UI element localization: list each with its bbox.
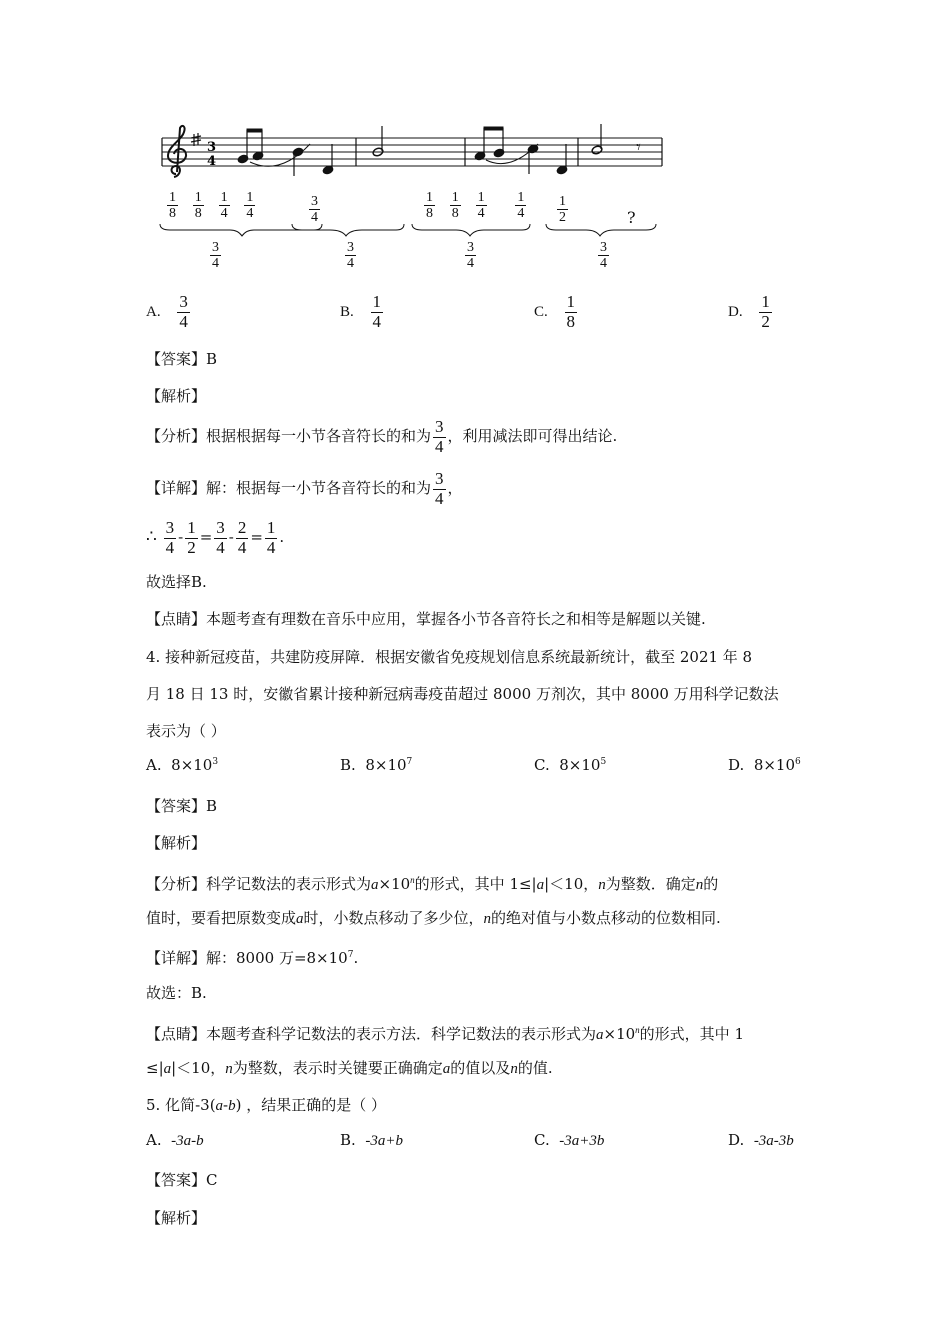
eighth-rest-icon: 𝄾 [636, 137, 641, 158]
fraction: $\frac{3}{4}$ [212, 240, 219, 272]
fraction: $\frac{1}{8}$ [566, 292, 576, 331]
time-signature: 3 [207, 140, 217, 155]
measure-4-notes [591, 124, 603, 155]
fraction: $\frac{3}{4}$ [165, 517, 175, 557]
fraction: $\frac{1}{8}$ [426, 190, 433, 222]
q4-option-b[interactable]: B. $8\times 10^7$ [340, 756, 413, 774]
fraction: $\frac{3}{4}$ [435, 468, 444, 508]
q3-fenxi: 【分析】根据根据每一小节各音符长的和为 $\frac{3}{4}$ ，利用减法即可得出结论. [146, 416, 618, 456]
fraction: $\frac{3}{4}$ [435, 416, 444, 456]
q3-answer: 【答案】B [146, 350, 218, 368]
q5-option-b[interactable]: B. -3a+b [340, 1131, 403, 1149]
rhythm-group-4-notes [555, 194, 570, 226]
q5-option-d[interactable]: D. -3a-3b [728, 1131, 794, 1149]
q3-xiangjie: 【详解】解：根据每一小节各音符长的和为 $\frac{3}{4}$ ， [146, 468, 463, 508]
q4-analysis-heading: 【解析】 [146, 834, 207, 852]
q4-stem-line-3: 表示为（ ） [146, 722, 226, 740]
q3-option-b[interactable]: B. $\frac{1}{4}$ [340, 292, 382, 331]
q3-option-a[interactable]: A. $\frac{3}{4}$ [146, 292, 188, 331]
q4-option-a[interactable]: A. $8\times 10^3$ [146, 756, 219, 774]
q4-fenxi-line-1: 【分析】科学记数法的表示形式为$a\times 10^n$的形式，其中 1≤|a|＜10，n为整数．确定n的 [146, 875, 719, 893]
rhythm-group-4-unknown: ? [627, 208, 636, 227]
q3-calculation: ∴ $\frac{3}{4}$ - $\frac{1}{2}$ = $\frac{3}{4}$ - $\frac{2}{4}$ = $\frac{1}{4}$ . [146, 517, 285, 557]
q4-option-c[interactable]: C. $8\times 10^5$ [534, 756, 607, 774]
q5-analysis-heading: 【解析】 [146, 1209, 207, 1227]
q5-answer: 【答案】C [146, 1171, 218, 1189]
fraction: $\frac{1}{4}$ [266, 517, 276, 557]
fraction: $\frac{3}{4}$ [216, 517, 225, 557]
fraction: $\frac{1}{4}$ [220, 190, 228, 222]
q3-analysis-heading: 【解析】 [146, 387, 207, 405]
rhythm-group-1-notes [165, 190, 257, 222]
q5-option-c[interactable]: C. -3a+3b [534, 1131, 605, 1149]
fraction: $\frac{1}{8}$ [451, 190, 459, 222]
fraction: $\frac{1}{4}$ [246, 190, 254, 222]
q4-dianjing-line-1: 【点睛】本题考查科学记数法的表示方法．科学记数法的表示形式为$a\times 10^n$的形式，其中 1 [146, 1025, 744, 1043]
fraction: $\frac{1}{8}$ [194, 190, 202, 222]
staff-lines [162, 138, 662, 166]
q5-stem: 5. 化简-3(a-b) ，结果正确的是（ ） [146, 1096, 387, 1114]
sharp-icon [191, 133, 201, 146]
fraction: $\frac{1}{4}$ [517, 190, 525, 222]
fraction: $\frac{1}{2}$ [559, 194, 566, 226]
fraction: $\frac{1}{2}$ [761, 292, 770, 331]
fraction: $\frac{2}{4}$ [237, 517, 247, 557]
q5-option-a[interactable]: A. -3a-b [146, 1131, 204, 1149]
q4-stem-line-1: 4. 接种新冠疫苗，共建防疫屏障．根据安徽省免疫规划信息系统最新统计，截至 2021 年 8 [146, 648, 753, 666]
fraction: $\frac{1}{4}$ [372, 292, 382, 331]
q4-choice: 故选：B. [146, 984, 207, 1002]
fraction: $\frac{1}{8}$ [169, 190, 176, 222]
fraction: $\frac{3}{4}$ [600, 240, 607, 272]
rhythm-group-2-notes [307, 194, 322, 226]
rhythm-group-2-sum [343, 240, 358, 272]
rhythm-group-3-notes [422, 190, 528, 222]
q3-option-c[interactable]: C. $\frac{1}{8}$ [534, 292, 576, 331]
group-braces [160, 224, 656, 236]
fraction: $\frac{1}{4}$ [477, 190, 485, 222]
q4-dianjing-line-2: ≤|a|＜10，n为整数，表示时关键要正确确定a的值以及n的值. [146, 1059, 553, 1077]
q4-option-d[interactable]: D. $8\times 10^6$ [728, 756, 801, 774]
fraction: $\frac{1}{2}$ [187, 517, 196, 557]
fraction: $\frac{3}{4}$ [311, 194, 318, 226]
fraction: $\frac{3}{4}$ [467, 240, 474, 272]
q3-option-d[interactable]: D. $\frac{1}{2}$ [728, 292, 770, 331]
treble-clef-icon [168, 126, 186, 177]
svg-text:4: 4 [207, 154, 217, 169]
rhythm-group-4-sum [596, 240, 611, 272]
q4-stem-line-2: 月 18 日 13 时，安徽省累计接种新冠病毒疫苗超过 8000 万剂次，其中 8000 万用科学记数法 [146, 685, 779, 703]
rhythm-group-3-sum [463, 240, 478, 272]
rhythm-group-1-sum [208, 240, 223, 272]
q4-xiangjie: 【详解】解：8000 万$=8\times 10^7$. [146, 949, 359, 967]
q4-answer: 【答案】B [146, 797, 218, 815]
q3-choice: 故选择B. [146, 573, 207, 591]
q3-dianjing: 【点睛】本题考查有理数在音乐中应用，掌握各小节各音符长之和相等是解题以关键. [146, 610, 706, 628]
fraction: $\frac{3}{4}$ [347, 240, 354, 272]
q4-fenxi-line-2: 值时，要看把原数变成a时，小数点移动了多少位，n的绝对值与小数点移动的位数相同. [146, 909, 721, 927]
fraction: $\frac{3}{4}$ [179, 292, 188, 331]
measure-3-notes [474, 127, 568, 175]
